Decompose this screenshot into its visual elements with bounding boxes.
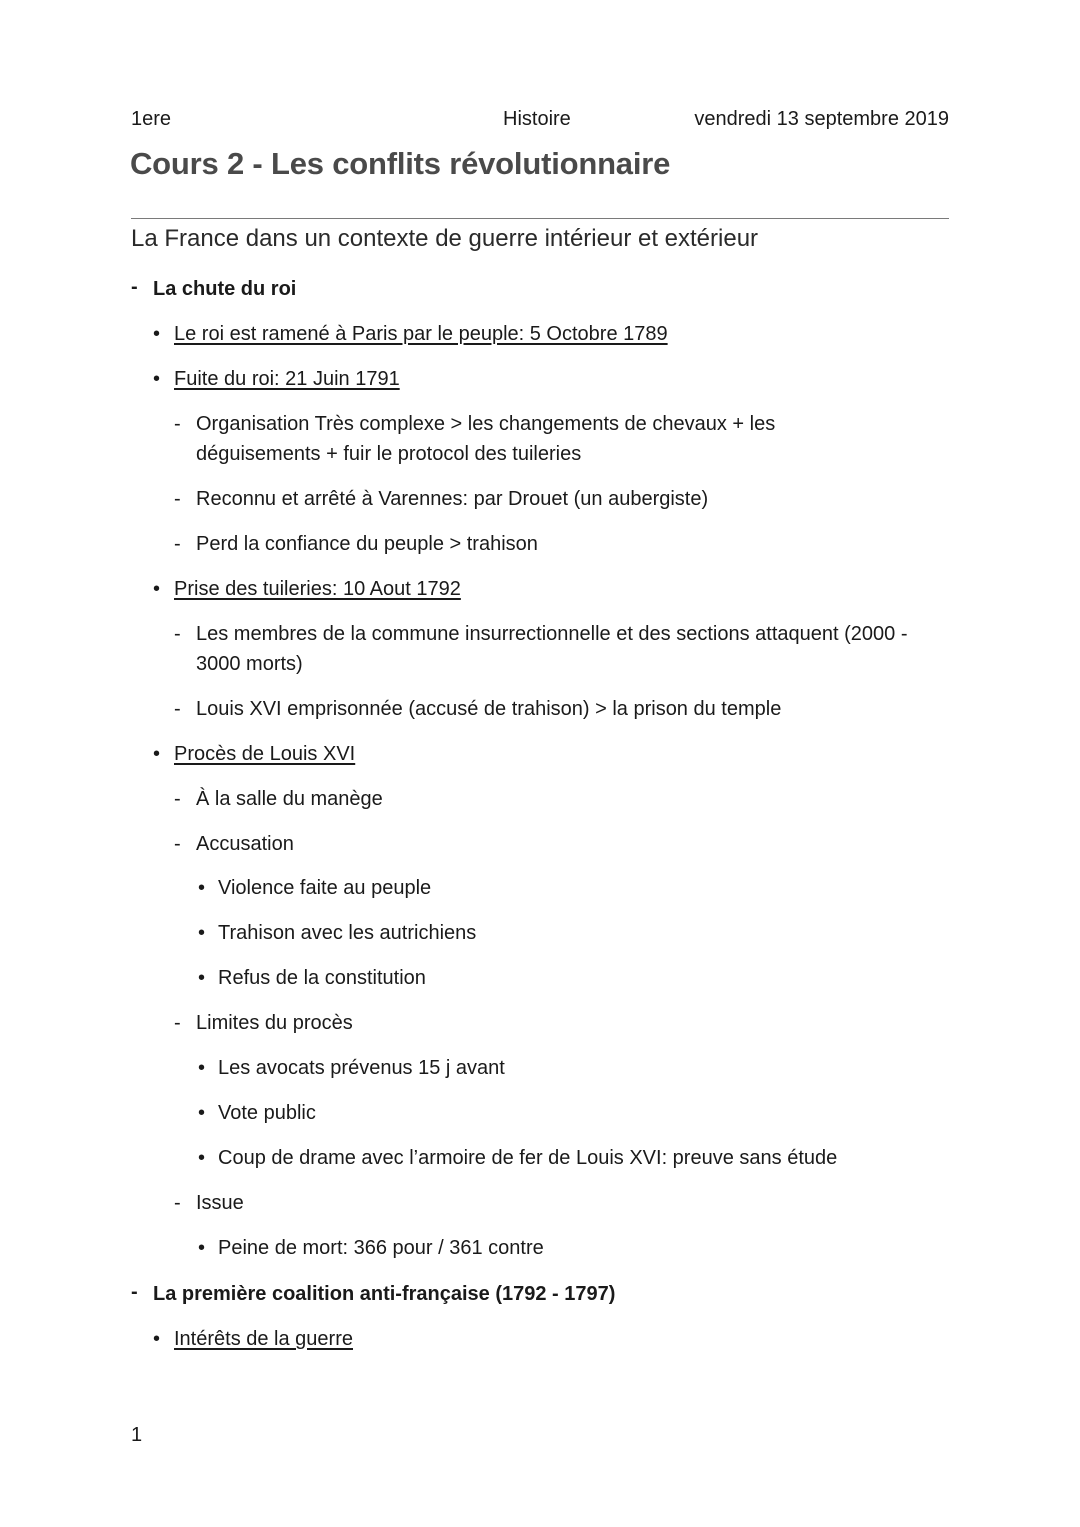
outline-item: Prise des tuileries: 10 Aout 1792: [174, 578, 461, 600]
topic-heading: La chute du roi: [153, 278, 297, 300]
header-date: vendredi 13 septembre 2019: [694, 108, 949, 130]
outline-item: Fuite du roi: 21 Juin 1791: [174, 368, 400, 390]
dash-marker: -: [174, 623, 181, 645]
page-header: [131, 108, 949, 136]
bullet-marker: •: [153, 368, 161, 390]
page-number: 1: [131, 1424, 143, 1446]
dash-marker: -: [174, 533, 181, 555]
bullet-marker: •: [153, 743, 161, 765]
outline-subitem: Reconnu et arrêté à Varennes: par Drouet (un aubergiste): [196, 488, 709, 510]
bullet-marker: •: [153, 578, 161, 600]
dash-marker: -: [131, 276, 138, 298]
section-heading: La France dans un contexte de guerre intérieur et extérieur: [131, 225, 759, 252]
bullet-marker: •: [153, 1328, 161, 1350]
outline-detail: Violence faite au peuple: [218, 877, 432, 899]
outline-item: Intérêts de la guerre: [174, 1328, 353, 1350]
dash-marker: -: [174, 788, 181, 810]
dash-marker: -: [174, 698, 181, 720]
outline-detail: Les avocats prévenus 15 j avant: [218, 1057, 505, 1079]
outline-detail: Peine de mort: 366 pour / 361 contre: [218, 1237, 544, 1259]
outline-subitem: Issue: [196, 1192, 244, 1214]
outline-subitem: Organisation Très complexe > les changements de chevaux + les déguisements + fuir le protocol des tuileries: [196, 413, 776, 465]
bullet-marker: •: [198, 1147, 206, 1169]
dash-marker: -: [174, 1012, 181, 1034]
outline-item: Procès de Louis XVI: [174, 743, 356, 765]
outline-subitem: Limites du procès: [196, 1012, 353, 1034]
dash-marker: -: [174, 413, 181, 435]
outline-detail: Coup de drame avec l’armoire de fer de Louis XVI: preuve sans étude: [218, 1147, 838, 1169]
header-level: 1ere: [131, 108, 172, 130]
header-subject: Histoire: [503, 108, 571, 130]
outline-subitem: Les membres de la commune insurrectionnelle et des sections attaquent (2000 - 3000 morts): [196, 623, 908, 675]
outline-subitem: Perd la confiance du peuple > trahison: [196, 533, 538, 555]
bullet-marker: •: [198, 877, 206, 899]
dash-marker: -: [174, 833, 181, 855]
bullet-marker: •: [198, 1102, 206, 1124]
outline-subitem: Accusation: [196, 833, 294, 855]
dash-marker: -: [131, 1281, 138, 1303]
outline-item: Le roi est ramené à Paris par le peuple: 5 Octobre 1789: [174, 323, 668, 345]
bullet-marker: •: [198, 1237, 206, 1259]
title-divider: [131, 218, 949, 219]
page-title: Cours 2 - Les conflits révolutionnaire: [130, 146, 671, 181]
outline-detail: Refus de la constitution: [218, 967, 426, 989]
outline-detail: Trahison avec les autrichiens: [218, 922, 477, 944]
bullet-marker: •: [198, 967, 206, 989]
bullet-marker: •: [198, 922, 206, 944]
outline-subitem: Louis XVI emprisonnée (accusé de trahison) > la prison du temple: [196, 698, 782, 720]
outline-detail: Vote public: [218, 1102, 316, 1124]
topic-heading: La première coalition anti-française (1792 - 1797): [153, 1283, 616, 1305]
dash-marker: -: [174, 488, 181, 510]
dash-marker: -: [174, 1192, 181, 1214]
bullet-marker: •: [198, 1057, 206, 1079]
bullet-marker: •: [153, 323, 161, 345]
outline-subitem: À la salle du manège: [196, 788, 383, 810]
